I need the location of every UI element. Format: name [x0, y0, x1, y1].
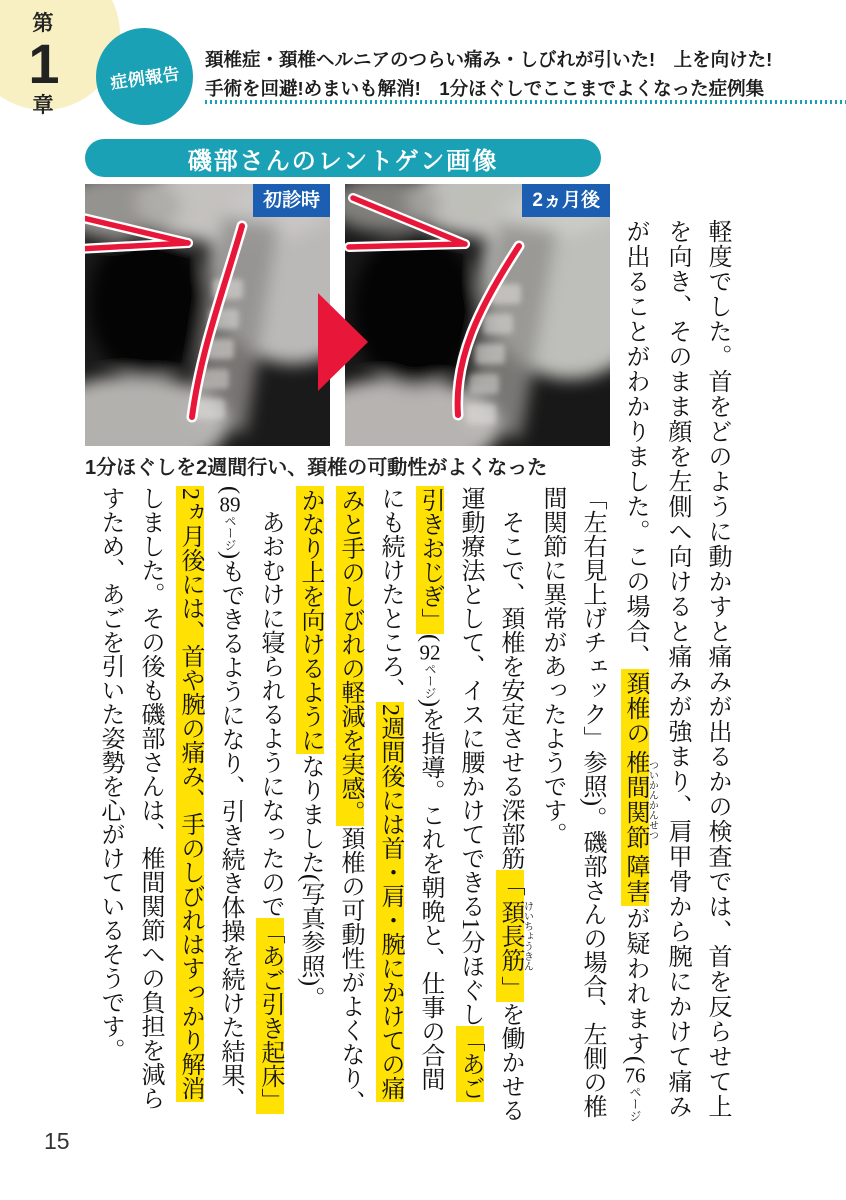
text-column: が出ることがわかりました。この場合、頚椎の椎間関節ついかんかんせつ障害が疑われます(76ページ: [622, 219, 658, 1122]
text-column: みと手のしびれの軽減を実感。頚椎の可動性がよくなり、: [337, 488, 363, 1114]
body-text-main: [88, 486, 612, 1142]
text-column: しました。その後も磯部さんは、椎間関節への負担を減ら: [137, 486, 163, 1110]
text-column: を向き、そのまま顔を左側へ向けると痛みが強まり、肩甲骨から腕にかけて痛み: [664, 219, 690, 1119]
xray-after-image: [345, 184, 610, 446]
case-report-badge: [96, 28, 193, 125]
figure-banner: [85, 139, 601, 177]
text-column: 引きおじぎ」(92ページ)を指導。これを朝晩と、仕事の合間: [417, 488, 443, 1091]
text-column: (89ページ)もできるようになり、引き続き体操を続けた結果、: [217, 486, 243, 1111]
xray-after-label: 2ヵ月後: [522, 184, 610, 217]
xray-after-art: [345, 184, 610, 446]
xray-initial-image: [85, 184, 330, 446]
xray-initial-label: 初診時: [253, 184, 330, 217]
text-column: にも続けたところ、2週間後には首・肩・腕にかけての痛: [377, 486, 403, 1100]
chapter-label: [24, 13, 62, 116]
text-column: 軽度でした。首をどのように動かすと痛みが出るかの検査では、首を反らせて上: [704, 219, 730, 1119]
chapter-suffix: 章: [32, 94, 54, 117]
dotted-divider: [205, 100, 846, 104]
figure-banner-label: 磯部さんのレントゲン画像: [187, 147, 499, 175]
page-title: [205, 45, 772, 103]
text-column: そこで、頚椎を安定させる深部筋「頚長筋けいちょうきん」を働かせる: [497, 510, 533, 1122]
text-column: 間関節に異常があったようです。: [539, 486, 565, 846]
text-column: かなり上を向けるようになりました(写真参照)。: [297, 488, 323, 1010]
text-column: 「左右見上げチェック」参照)。磯部さんの場合、左側の椎: [579, 486, 605, 1118]
text-column: 2ヵ月後には、首や腕の痛み、手のしびれはすっかり解消: [177, 488, 203, 1100]
page-title-line2: 手術を回避!めまいも解消! 1分ほぐしでここまでよくなった症例集: [205, 78, 765, 99]
page-number: 15: [44, 1128, 70, 1154]
text-column: あおむけに寝られるようになったので「あご引き起床」: [257, 510, 283, 1112]
xray-initial-art: [85, 184, 330, 446]
text-column: すため、あごを引いた姿勢を心がけているそうです。: [97, 486, 123, 1062]
text-column: 運動療法として、イスに腰かけてできる1分ほぐし「あご: [457, 486, 483, 1100]
figure-caption: 1分ほぐしを2週間行い、頚椎の可動性がよくなった: [85, 457, 548, 479]
case-report-badge-label: 症例報告: [108, 64, 181, 93]
page-title-line1: 頚椎症・頚椎ヘルニアのつらい痛み・しびれが引いた! 上を向けた!: [205, 49, 773, 70]
chapter-number: 1: [28, 32, 58, 95]
before-after-arrow-icon: [318, 293, 368, 391]
body-text-right: [615, 219, 737, 1135]
chapter-prefix: 第: [32, 12, 54, 35]
